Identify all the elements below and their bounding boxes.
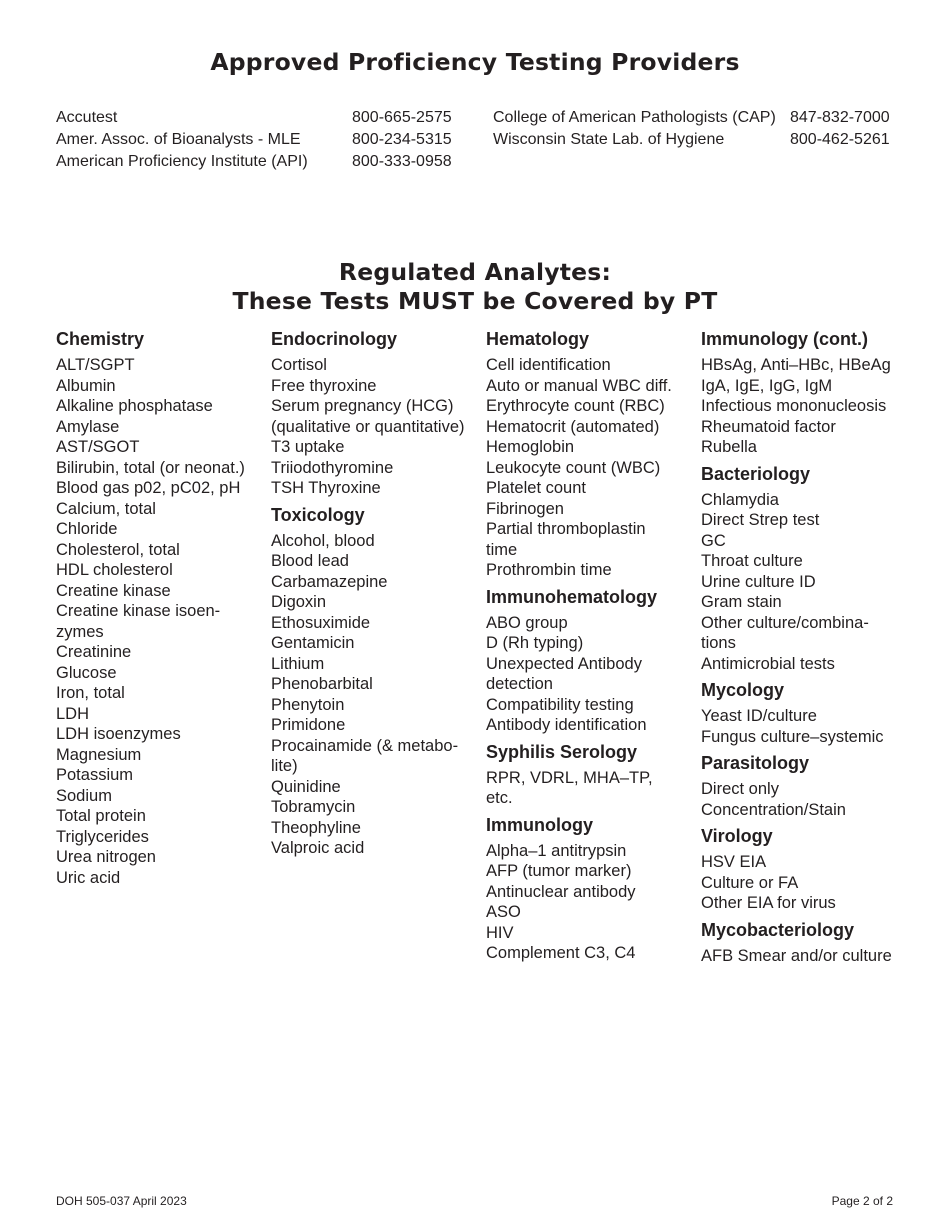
analyte-item: RPR, VDRL, MHA–TP, [486, 768, 653, 787]
analyte-item: Procainamide (& metabo- [271, 736, 459, 755]
analyte-item: Other EIA for virus [701, 894, 836, 912]
analyte-item: tions [701, 634, 736, 652]
analyte-section [701, 919, 892, 967]
provider-name: College of American Pathologists (CAP) [493, 109, 776, 126]
analyte-item: Creatine kinase [56, 581, 171, 600]
analyte-item: TSH Thyroxine [271, 479, 381, 497]
analyte-item: Partial thromboplastin [486, 520, 646, 538]
analyte-item: Compatibility testing [486, 695, 634, 714]
analyte-item: Blood gas p02, pC02, pH [56, 479, 241, 497]
analyte-item: Concentration/Stain [701, 800, 846, 819]
analyte-section [701, 463, 892, 675]
analyte-item: Sodium [56, 786, 112, 805]
analyte-item: IgA, IgE, IgG, IgM [701, 376, 833, 395]
analyte-column-2 [271, 328, 465, 864]
provider-name: Amer. Assoc. of Bioanalysts - MLE [56, 131, 301, 148]
analyte-section [56, 328, 245, 888]
analyte-item: Alkaline phosphatase [56, 397, 213, 415]
analyte-item: Valproic acid [271, 839, 365, 857]
analyte-item: Uric acid [56, 868, 121, 887]
analyte-item: Complement C3, C4 [486, 944, 636, 962]
analyte-item: Auto or manual WBC diff. [486, 376, 672, 395]
section-heading: Syphilis Serology [486, 741, 638, 762]
section-heading: Parasitology [701, 753, 810, 773]
section-heading: Immunology (cont.) [701, 329, 868, 349]
analyte-item: Albumin [56, 376, 116, 395]
analyte-item: (qualitative or quantitative) [271, 417, 465, 436]
analyte-section [701, 328, 892, 458]
analyte-item: Creatine kinase isoen- [56, 602, 221, 620]
analytes-title-line1: Regulated Analytes: [338, 258, 612, 286]
analyte-section [486, 328, 672, 581]
analyte-column-4 [701, 328, 892, 971]
analyte-item: Serum pregnancy (HCG) [271, 397, 454, 415]
analyte-item: ABO group [486, 613, 568, 632]
provider-phone: 847-832-7000 [790, 109, 890, 126]
section-heading: Mycology [701, 680, 785, 700]
analyte-item: Throat culture [701, 552, 803, 570]
analyte-item: Leukocyte count (WBC) [486, 458, 661, 477]
analyte-item: Culture or FA [701, 873, 799, 892]
analyte-section [271, 328, 465, 499]
analyte-item: Quinidine [271, 777, 341, 796]
analyte-item: Digoxin [271, 593, 327, 611]
provider-name: American Proficiency Institute (API) [56, 153, 308, 170]
analyte-item: Unexpected Antibody [486, 654, 642, 673]
analyte-item: AST/SGOT [56, 438, 140, 456]
analyte-item: Creatinine [56, 643, 132, 661]
analyte-section [486, 586, 672, 736]
analyte-item: Rubella [701, 438, 757, 456]
provider-phone: 800-462-5261 [790, 131, 890, 148]
analyte-section [701, 825, 892, 914]
analyte-item: Amylase [56, 417, 120, 436]
analyte-item: Antinuclear antibody [486, 882, 636, 901]
analyte-item: Rheumatoid factor [701, 417, 836, 436]
section-heading: Endocrinology [271, 329, 397, 349]
provider-phone: 800-665-2575 [352, 109, 452, 126]
analyte-item: Prothrombin time [486, 561, 612, 579]
analyte-item: Ethosuximide [271, 613, 371, 632]
analyte-section [486, 741, 672, 809]
analyte-item: Hemoglobin [486, 438, 575, 456]
analyte-item: Carbamazepine [271, 572, 388, 591]
form-number: DOH 505-037 April 2023 [56, 1194, 187, 1208]
analyte-item: Direct only [701, 780, 779, 798]
analyte-item: D (Rh typing) [486, 634, 584, 652]
analyte-item: etc. [486, 789, 513, 807]
section-heading: Hematology [486, 329, 590, 349]
page-number: Page 2 of 2 [831, 1194, 893, 1208]
analyte-item: Lithium [271, 654, 325, 673]
analyte-item: Calcium, total [56, 499, 156, 518]
analyte-item: detection [486, 675, 553, 693]
analyte-item: zymes [56, 622, 104, 641]
analyte-item: Theophyline [271, 818, 361, 837]
analyte-section [701, 752, 892, 820]
analyte-item: Antibody identification [486, 716, 647, 734]
analyte-item: Glucose [56, 663, 117, 682]
section-heading: Immunohematology [486, 586, 658, 607]
analyte-item: Magnesium [56, 745, 142, 764]
analyte-item: AFB Smear and/or culture [701, 946, 892, 965]
analyte-item: Cell identification [486, 356, 611, 374]
analyte-item: Fungus culture–systemic [701, 727, 884, 746]
analyte-item: Chloride [56, 520, 118, 538]
analyte-item: Free thyroxine [271, 376, 377, 395]
analyte-item: LDH isoenzymes [56, 725, 181, 743]
analyte-section [271, 504, 465, 859]
analyte-column-3 [486, 328, 672, 969]
analyte-item: T3 uptake [271, 438, 345, 456]
analyte-item: HBsAg, Anti–HBc, HBeAg [701, 356, 891, 374]
section-heading: Virology [701, 826, 773, 846]
analyte-item: Infectious mononucleosis [701, 397, 887, 415]
analyte-item: HSV EIA [701, 853, 767, 871]
analyte-item: Hematocrit (automated) [486, 417, 660, 436]
provider-name: Wisconsin State Lab. of Hygiene [493, 131, 725, 148]
analyte-item: Urine culture ID [701, 572, 816, 591]
section-heading: Chemistry [56, 329, 145, 349]
section-heading: Immunology [486, 814, 593, 835]
analyte-item: Antimicrobial tests [701, 654, 835, 673]
analyte-item: Alcohol, blood [271, 531, 375, 550]
section-heading: Mycobacteriology [701, 919, 855, 940]
analyte-item: HDL cholesterol [56, 561, 173, 579]
section-heading: Toxicology [271, 504, 365, 525]
analyte-item: Chlamydia [701, 490, 779, 509]
analyte-item: Other culture/combina- [701, 613, 869, 632]
analytes-title-line2: These Tests MUST be Covered by PT [232, 287, 718, 315]
analyte-item: Potassium [56, 766, 134, 784]
analyte-item: Alpha–1 antitrypsin [486, 841, 627, 860]
analyte-item: Urea nitrogen [56, 848, 156, 866]
analyte-item: Bilirubin, total (or neonat.) [56, 458, 245, 477]
analyte-item: Platelet count [486, 479, 586, 497]
analyte-item: Phenobarbital [271, 675, 373, 693]
provider-name: Accutest [56, 109, 118, 126]
analyte-item: GC [701, 531, 726, 550]
analyte-item: Triiodothyromine [271, 458, 394, 477]
provider-phone: 800-234-5315 [352, 131, 452, 148]
analyte-item: time [486, 540, 518, 559]
analyte-item: ALT/SGPT [56, 356, 135, 374]
analyte-item: LDH [56, 704, 90, 723]
analyte-item: Triglycerides [56, 827, 149, 846]
page-title: Approved Proficiency Testing Providers [210, 48, 740, 76]
analyte-item: Direct Strep test [701, 511, 820, 529]
analyte-item: HIV [486, 923, 514, 942]
analyte-item: Gentamicin [271, 634, 355, 652]
analyte-item: AFP (tumor marker) [486, 862, 632, 880]
analyte-item: ASO [486, 903, 521, 921]
analyte-item: Fibrinogen [486, 499, 564, 518]
analyte-item: Phenytoin [271, 695, 345, 714]
analyte-section [701, 679, 892, 747]
analyte-item: Gram stain [701, 593, 782, 611]
analyte-column-1 [56, 328, 245, 893]
analyte-item: Cholesterol, total [56, 540, 180, 559]
analyte-item: lite) [271, 757, 298, 775]
analyte-item: Tobramycin [271, 798, 356, 816]
provider-phone: 800-333-0958 [352, 153, 452, 170]
analyte-item: Primidone [271, 716, 346, 734]
analyte-item: Blood lead [271, 552, 349, 570]
analyte-item: Total protein [56, 807, 146, 825]
analyte-item: Cortisol [271, 356, 327, 374]
analyte-item: Erythrocyte count (RBC) [486, 397, 665, 415]
analyte-section [486, 814, 672, 964]
analyte-item: Yeast ID/culture [701, 707, 817, 725]
section-heading: Bacteriology [701, 463, 811, 484]
analyte-item: Iron, total [56, 684, 125, 702]
